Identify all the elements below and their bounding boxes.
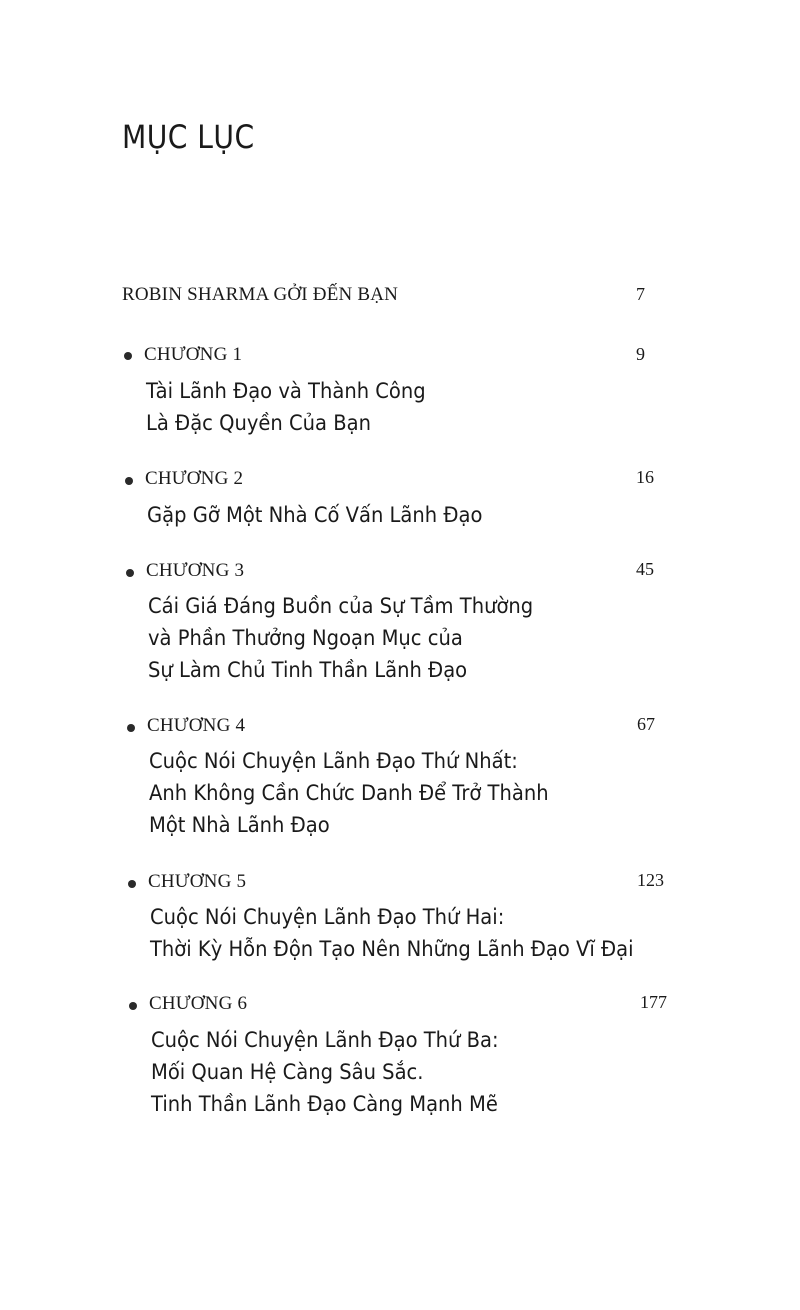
chapter-title-line: Mối Quan Hệ Càng Sâu Sắc. xyxy=(151,1060,424,1084)
chapter-label: CHƯƠNG 5 xyxy=(148,871,247,892)
chapter-label: CHƯƠNG 4 xyxy=(147,715,246,736)
chapter-title-line: Gặp Gỡ Một Nhà Cố Vấn Lãnh Đạo xyxy=(147,503,483,527)
chapter-label: CHƯƠNG 6 xyxy=(149,993,248,1014)
chapter-page-number: 16 xyxy=(636,467,654,487)
chapter-label: CHƯƠNG 2 xyxy=(145,468,244,489)
foreword-label: ROBIN SHARMA GỞI ĐẾN BẠN xyxy=(122,284,399,305)
chapter-title-line: Anh Không Cần Chức Danh Để Trở Thành xyxy=(149,781,549,805)
chapter-title-line: và Phần Thưởng Ngoạn Mục của xyxy=(148,626,463,650)
chapter-title-line: Cái Giá Đáng Buồn của Sự Tầm Thường xyxy=(148,594,534,618)
chapter-label: CHƯƠNG 1 xyxy=(144,344,243,365)
page-title: MỤC LỤC xyxy=(122,118,255,156)
chapter-title-line: Cuộc Nói Chuyện Lãnh Đạo Thứ Ba: xyxy=(151,1028,499,1052)
chapter-title-line: Tinh Thần Lãnh Đạo Càng Mạnh Mẽ xyxy=(151,1092,498,1116)
bullet-icon xyxy=(128,880,136,888)
chapter-page-number: 45 xyxy=(636,559,654,579)
chapter-title-line: Cuộc Nói Chuyện Lãnh Đạo Thứ Nhất: xyxy=(149,749,518,773)
chapter-page-number: 67 xyxy=(637,714,655,734)
chapter-title-line: Một Nhà Lãnh Đạo xyxy=(149,813,330,837)
chapter-title-line: Thời Kỳ Hỗn Độn Tạo Nên Những Lãnh Đạo Vĩ Đại xyxy=(150,937,634,961)
chapter-title-line: Sự Làm Chủ Tinh Thần Lãnh Đạo xyxy=(148,658,468,682)
bullet-icon xyxy=(124,352,132,360)
chapter-title-line: Là Đặc Quyền Của Bạn xyxy=(146,411,371,435)
bullet-icon xyxy=(129,1002,137,1010)
chapter-page-number: 177 xyxy=(640,992,667,1012)
chapter-title-line: Tài Lãnh Đạo và Thành Công xyxy=(146,379,426,403)
chapter-label: CHƯƠNG 3 xyxy=(146,560,245,581)
chapter-page-number: 123 xyxy=(637,870,664,890)
chapter-title-line: Cuộc Nói Chuyện Lãnh Đạo Thứ Hai: xyxy=(150,905,505,929)
chapter-page-number: 9 xyxy=(636,344,645,364)
foreword-page-number: 7 xyxy=(636,284,645,304)
bullet-icon xyxy=(126,569,134,577)
bullet-icon xyxy=(127,724,135,732)
bullet-icon xyxy=(125,477,133,485)
